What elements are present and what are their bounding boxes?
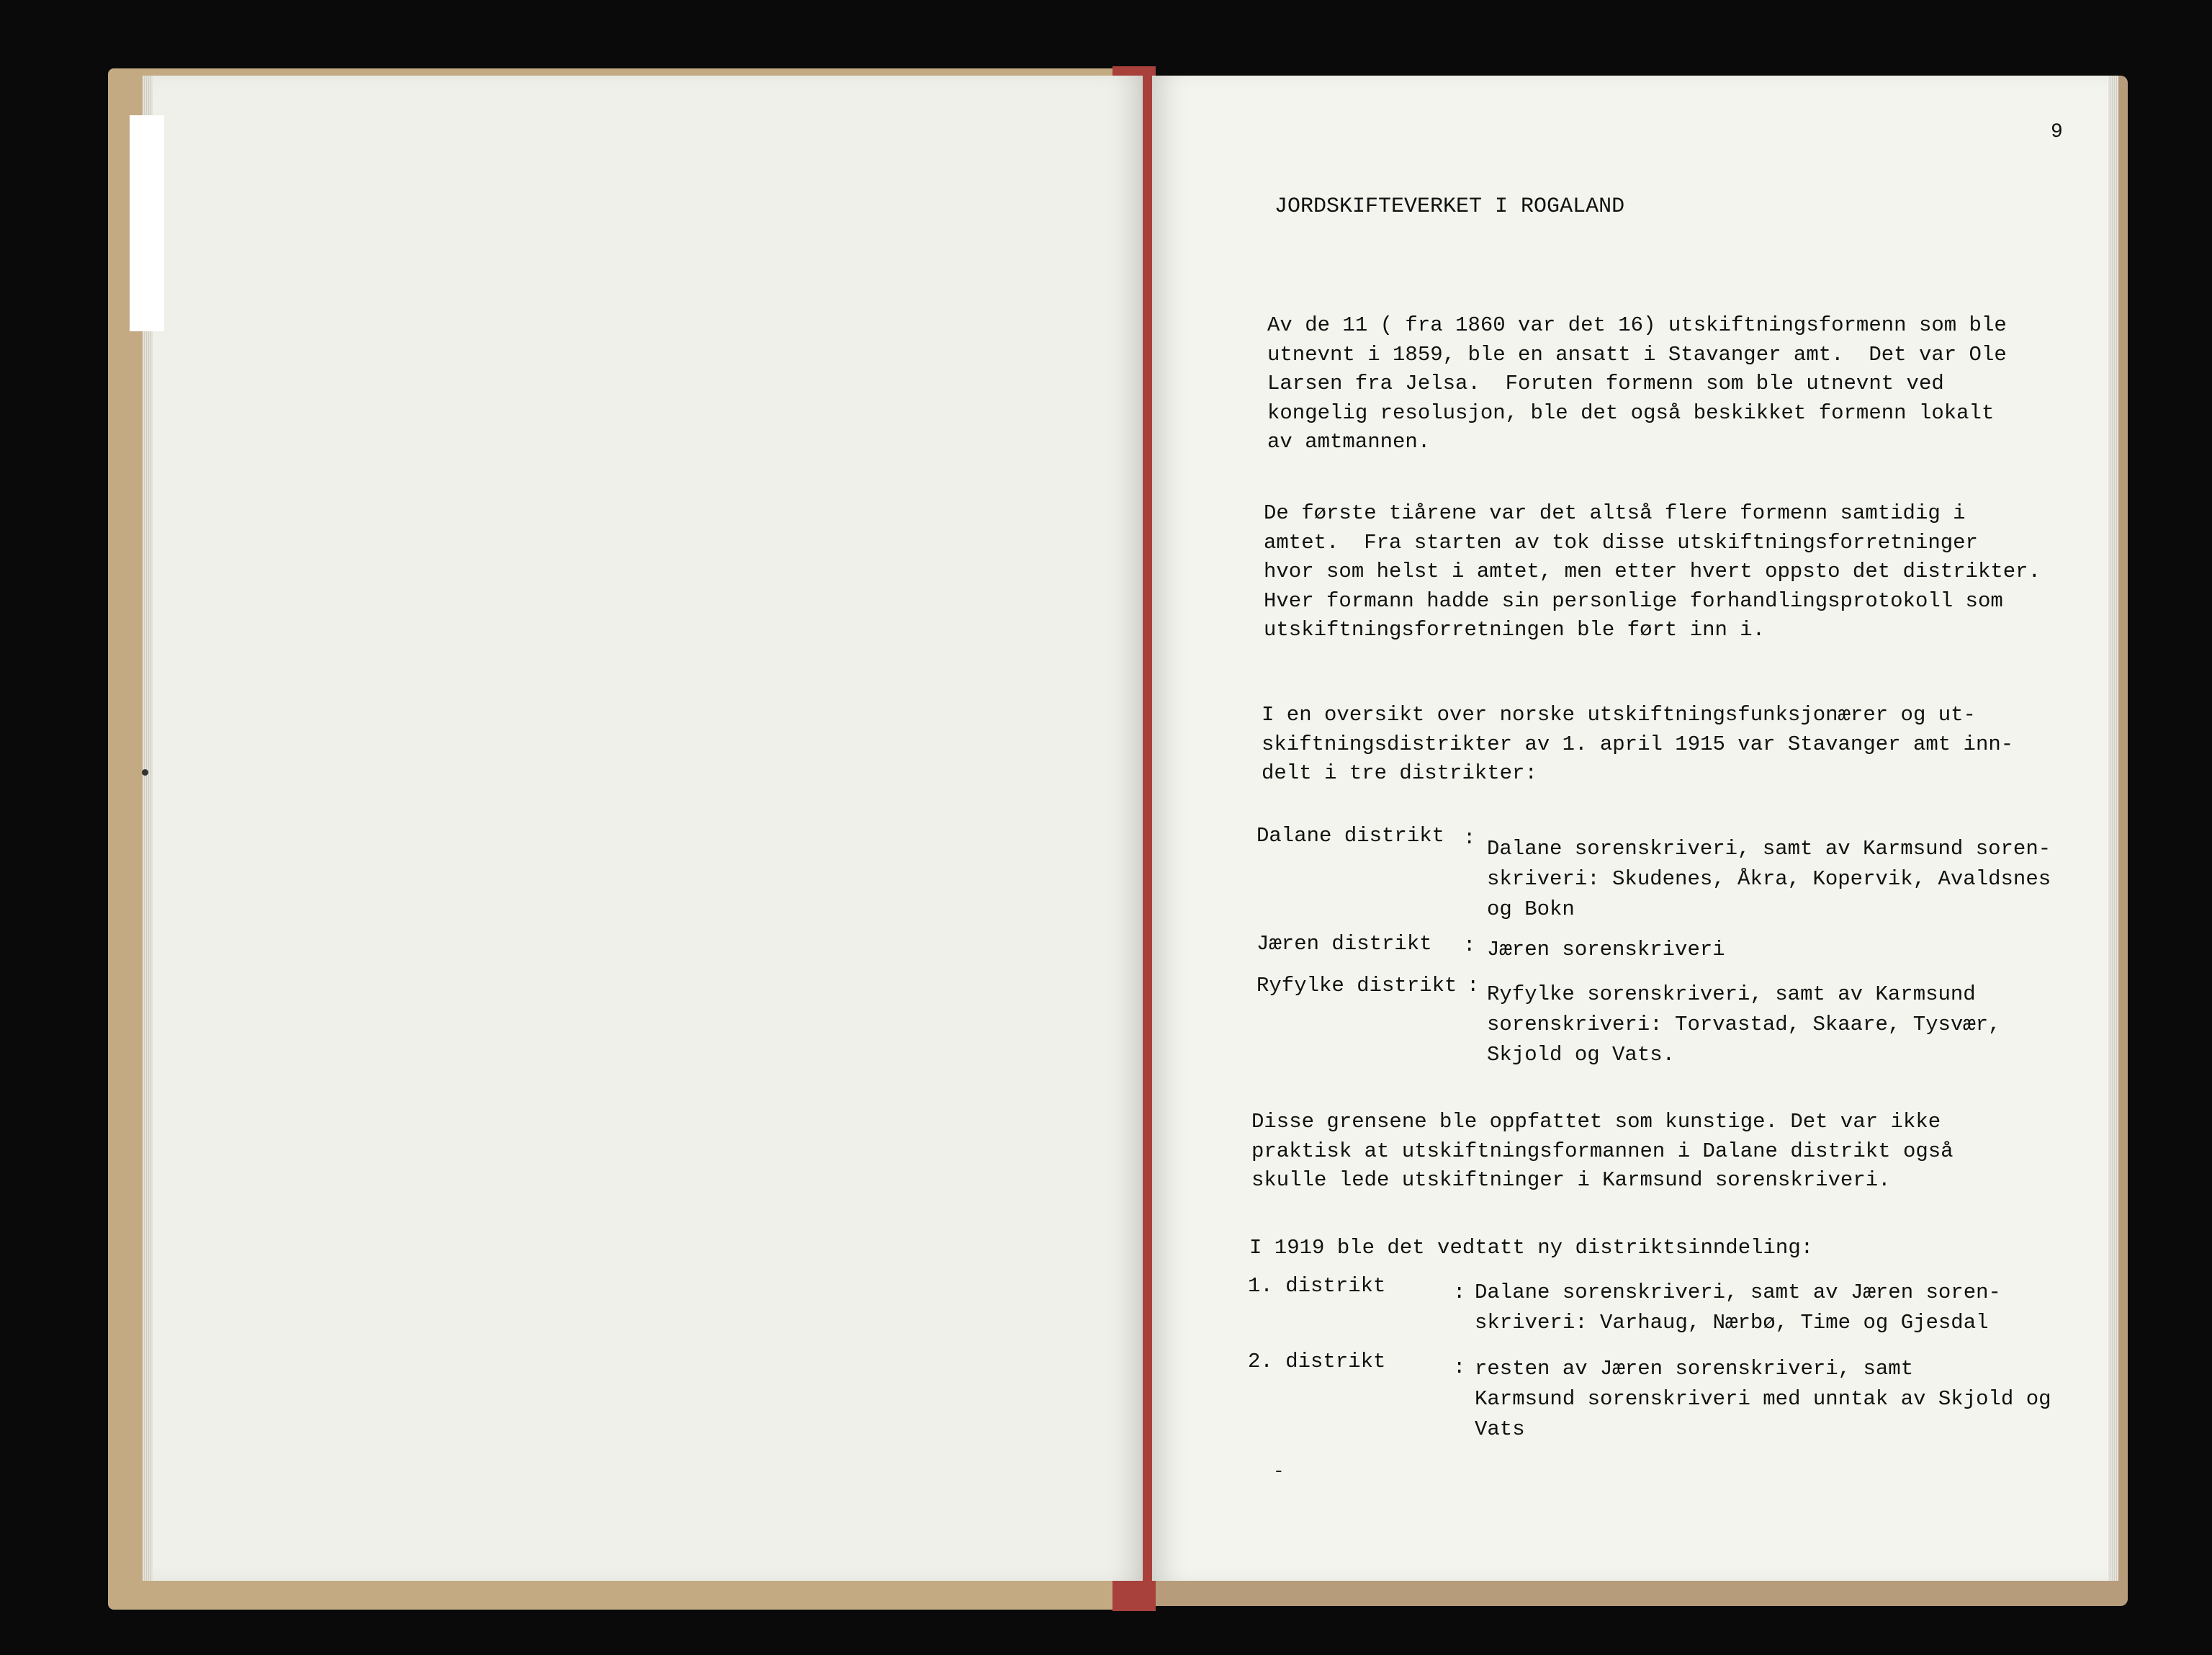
page-number: 9 xyxy=(2051,121,2063,143)
district-text: Dalane sorenskriveri, samt av Jæren soren- skriveri: Varhaug, Nærbø, Time og Gjesdal xyxy=(1475,1281,2001,1335)
page-heading: JORDSKIFTEVERKET I ROGALAND xyxy=(1274,194,1625,219)
right-page-edges xyxy=(2108,76,2118,1581)
district-text: Jæren sorenskriveri xyxy=(1487,938,1725,961)
paragraph-2: De første tiårene var det altså flere formenn samtidig i amtet. Fra starten av tok disse utskiftningsforretninger hvor som helst i amtet, men etter hvert oppsto det distrikter. Hver formann hadde sin personlige forhandlingsprotokoll som utskiftningsforretningen ble ført inn i. xyxy=(1264,501,2041,642)
district-separator: : xyxy=(1467,974,1480,997)
district-separator: : xyxy=(1463,933,1476,957)
district-label: Ryfylke distrikt xyxy=(1256,974,1457,997)
paragraph-4: Disse grensene ble oppfattet som kunstige. Det var ikke praktisk at utskiftningsformannen i Dalane distrikt også skulle lede utskiftninger i Karmsund sorenskriveri. xyxy=(1251,1110,1954,1192)
left-page xyxy=(153,76,1143,1581)
district-separator: : xyxy=(1463,826,1476,850)
stray-mark: - xyxy=(1273,1461,1285,1482)
district-label: 1. distrikt xyxy=(1248,1274,1386,1298)
district-text: Ryfylke sorenskriveri, samt av Karmsund sorenskriveri: Torvastad, Skaare, Tysvær, Skjold og Vats. xyxy=(1487,982,2001,1067)
district-text: Dalane sorenskriveri, samt av Karmsund soren- skriveri: Skudenes, Åkra, Kopervik, Avaldsnes og Bokn xyxy=(1487,837,2051,921)
district-label: Dalane distrikt xyxy=(1256,824,1445,848)
district-label: Jæren distrikt xyxy=(1256,932,1432,956)
paragraph-1: Av de 11 ( fra 1860 var det 16) utskiftningsformenn som ble utnevnt i 1859, ble en ansatt i Stavanger amt. Det var Ole Larsen fra Jelsa. Foruten formenn som ble utnevnt ved kongelig resolusjon, ble det også beskikket formenn lokalt av amtmannen. xyxy=(1267,313,2007,454)
district-text: resten av Jæren sorenskriveri, samt Karmsund sorenskriveri med unntak av Skjold og Vats xyxy=(1475,1357,2051,1441)
paragraph-5: I 1919 ble det vedtatt ny distriktsinndeling: xyxy=(1249,1236,1814,1260)
punch-hole xyxy=(142,769,148,776)
paragraph-3: I en oversikt over norske utskiftningsfunksjonærer og ut- skiftningsdistrikter av 1. april 1915 var Stavanger amt inn- delt i tre distrikter: xyxy=(1262,703,2014,785)
label-strip xyxy=(130,115,164,331)
district-separator: : xyxy=(1453,1281,1466,1304)
district-separator: : xyxy=(1453,1355,1466,1379)
district-label: 2. distrikt xyxy=(1248,1350,1386,1373)
